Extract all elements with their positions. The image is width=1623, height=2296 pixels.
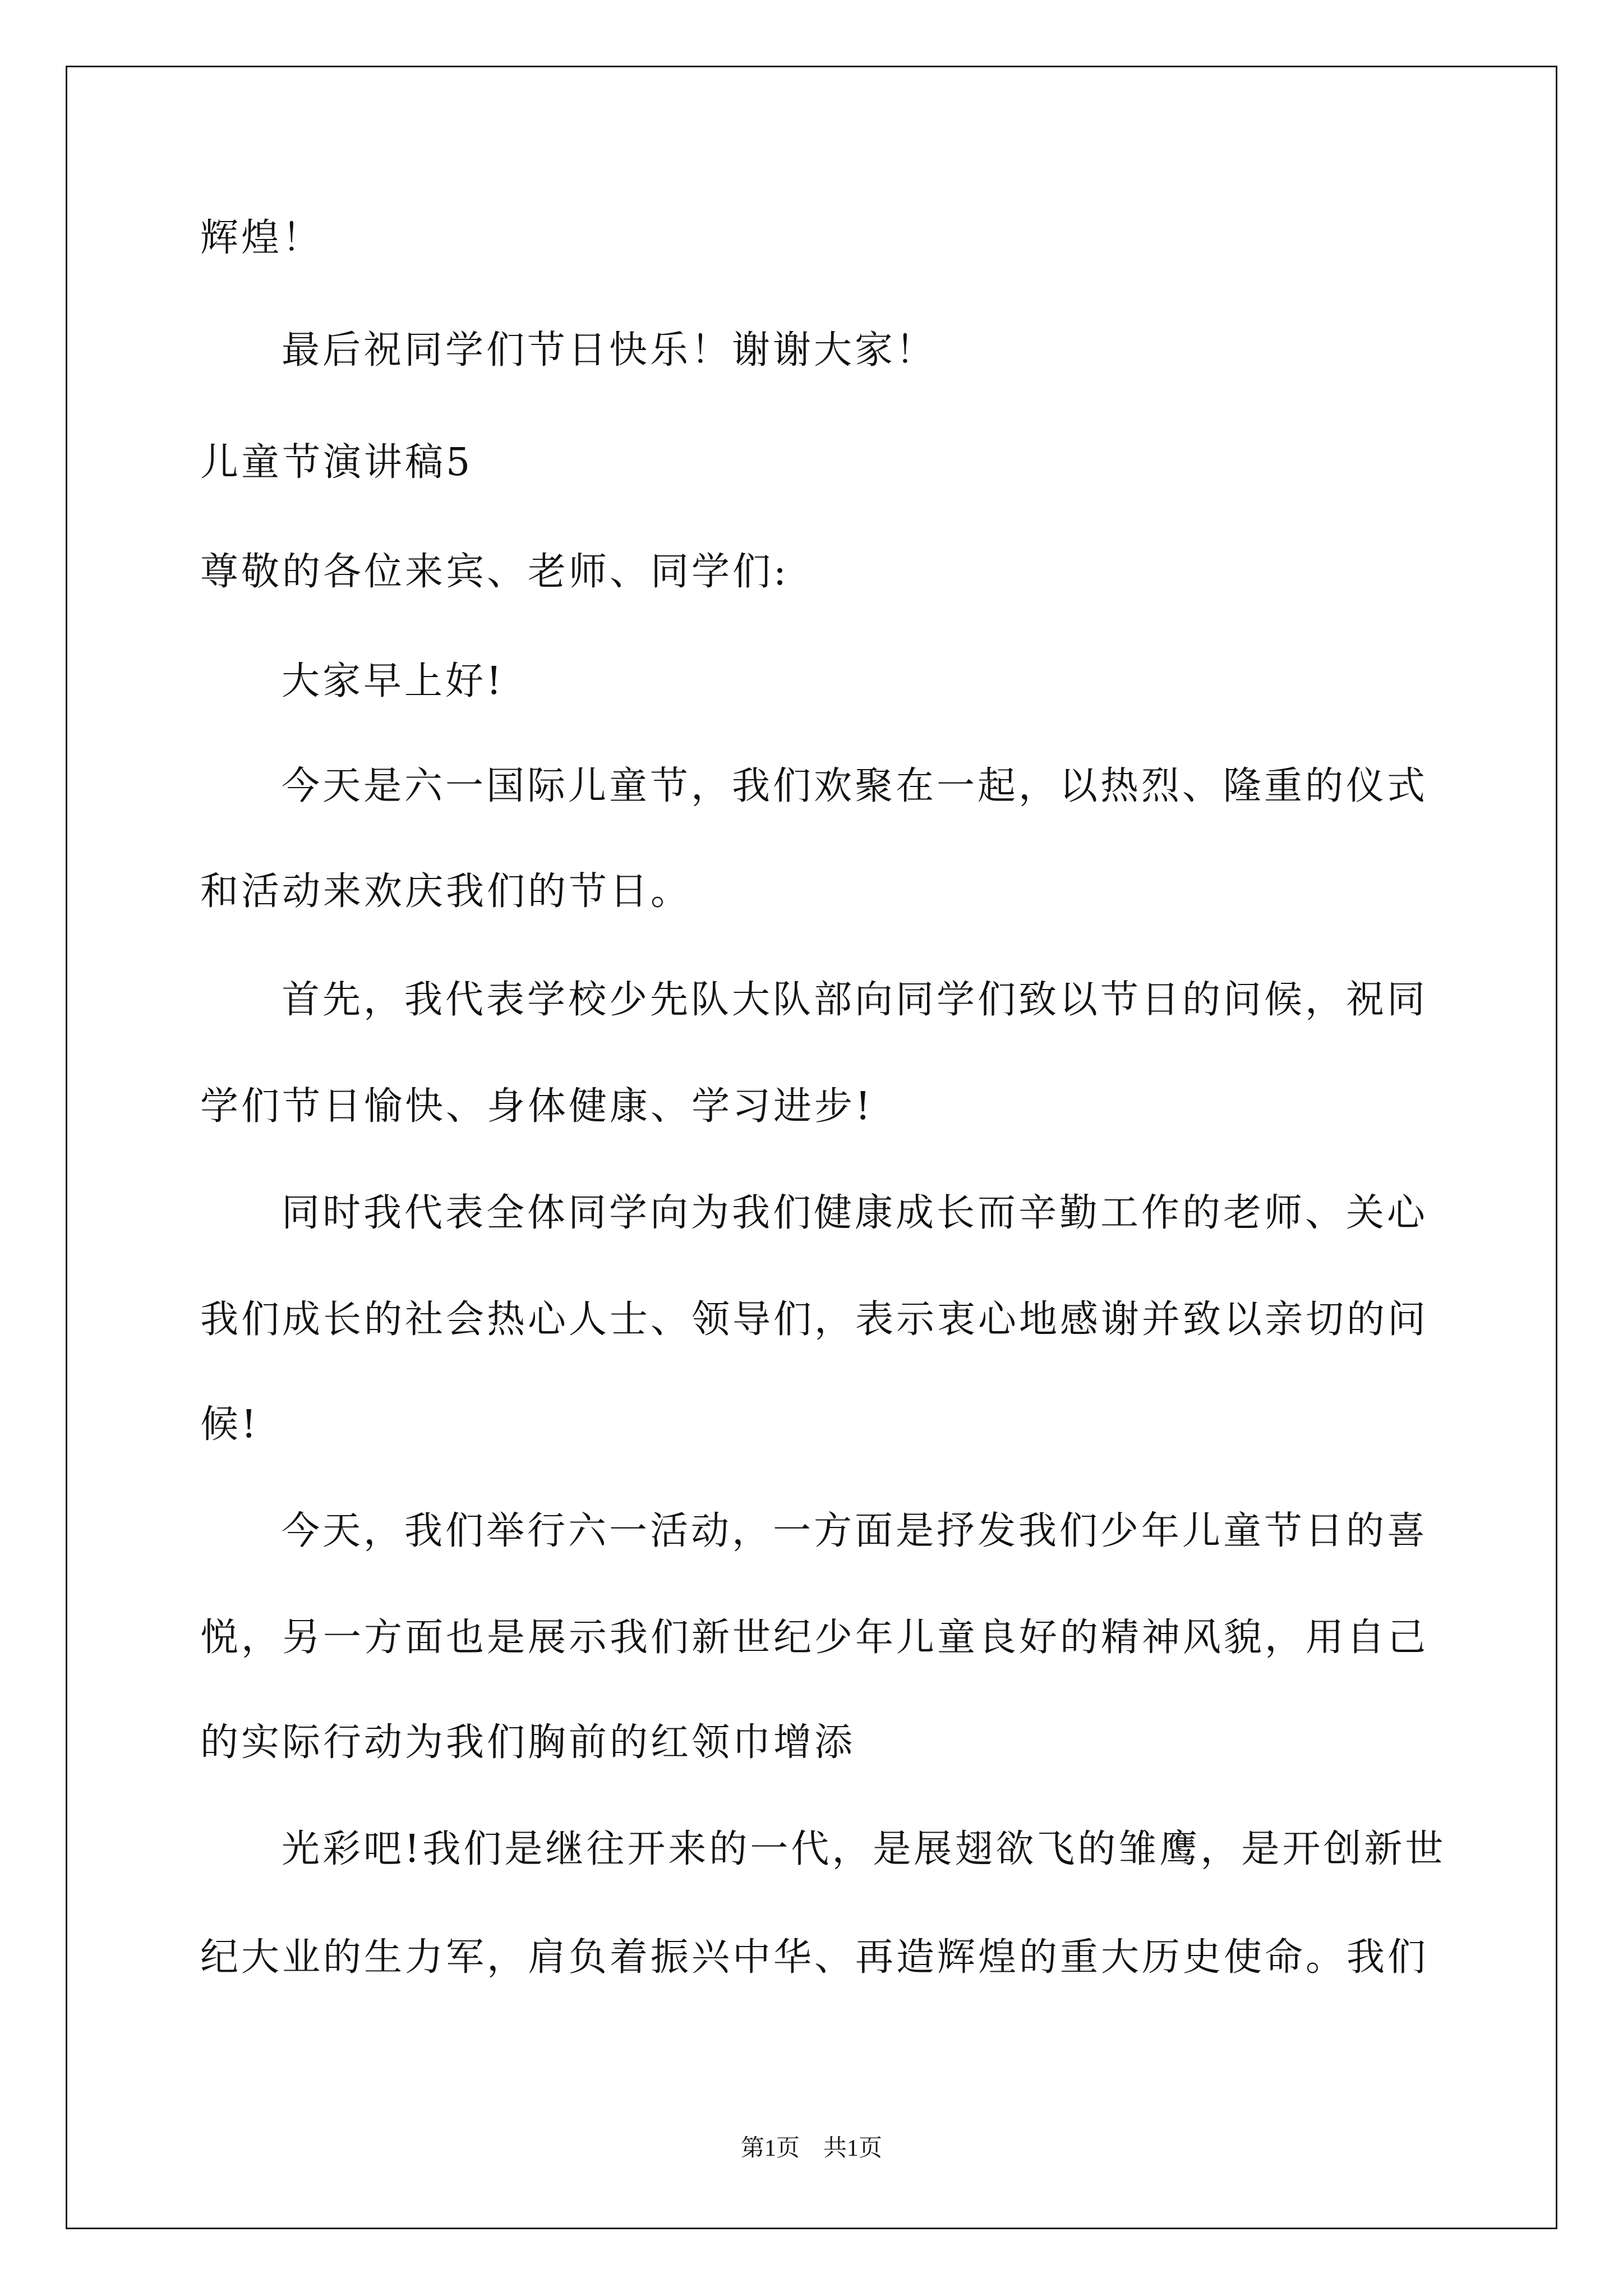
paragraph-4-line-3: 的实际行动为我们胸前的红领巾增添 xyxy=(200,1720,856,1765)
section-heading: 儿童节演讲稿5 xyxy=(200,440,473,485)
text-line-1: 辉煌！ xyxy=(200,216,324,260)
greeting: 大家早上好! xyxy=(282,659,505,703)
paragraph-4-line-1: 今天，我们举行六一活动，一方面是抒发我们少年儿童节日的喜 xyxy=(282,1509,1428,1553)
paragraph-4-line-2: 悦，另一方面也是展示我们新世纪少年儿童良好的精神风貌，用自己 xyxy=(200,1616,1429,1660)
paragraph-3-line-3: 候! xyxy=(200,1402,260,1447)
paragraph-3-line-2: 我们成长的社会热心人士、领导们，表示衷心地感谢并致以亲切的问 xyxy=(200,1297,1429,1342)
page-number-footer: 第1页 共1页 xyxy=(740,2136,882,2161)
page-border xyxy=(66,66,1557,2229)
text-line-2: 最后祝同学们节日快乐！谢谢大家！ xyxy=(282,328,937,372)
salutation: 尊敬的各位来宾、老师、同学们: xyxy=(200,550,789,594)
paragraph-2-line-2: 学们节日愉快、身体健康、学习进步! xyxy=(200,1084,874,1129)
paragraph-5-line-2: 纪大业的生力军，肩负着振兴中华、再造辉煌的重大历史使命。我们 xyxy=(200,1935,1429,1980)
paragraph-1-line-2: 和活动来欢庆我们的节日。 xyxy=(200,869,692,914)
paragraph-3-line-1: 同时我代表全体同学向为我们健康成长而辛勤工作的老师、关心 xyxy=(282,1191,1428,1235)
paragraph-1-line-1: 今天是六一国际儿童节，我们欢聚在一起，以热烈、隆重的仪式 xyxy=(282,764,1428,808)
paragraph-5-line-1: 光彩吧!我们是继往开来的一代，是展翅欲飞的雏鹰，是开创新世 xyxy=(282,1827,1446,1871)
paragraph-2-line-1: 首先，我代表学校少先队大队部向同学们致以节日的问候，祝同 xyxy=(282,978,1428,1022)
